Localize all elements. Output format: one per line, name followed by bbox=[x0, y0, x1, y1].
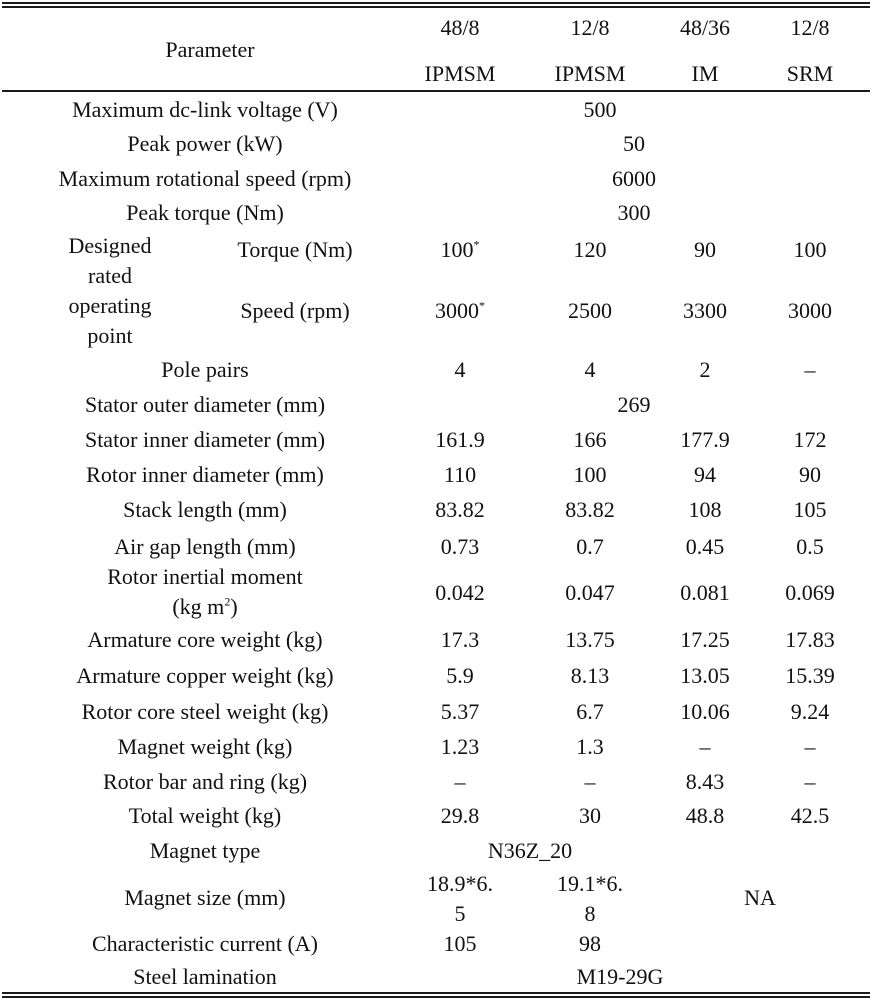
air-gap-col4: 0.5 bbox=[796, 534, 824, 559]
stator-outer-value: 269 bbox=[617, 392, 651, 417]
bottom-double-rule-a bbox=[2, 992, 870, 994]
header-col2-bot: IPMSM bbox=[554, 61, 626, 86]
inertia-col2: 0.047 bbox=[565, 580, 615, 605]
row-max-speed-label: Maximum rotational speed (rpm) bbox=[58, 166, 352, 191]
rotor-bar-ring-col3: 8.43 bbox=[685, 769, 725, 794]
rotor-core-steel-col4: 9.24 bbox=[790, 699, 830, 724]
rotor-bar-ring-label: Rotor bar and ring (kg) bbox=[102, 769, 308, 794]
magnet-size-col1-line2: 5 bbox=[454, 901, 466, 926]
rotor-core-steel-col1: 5.37 bbox=[440, 699, 480, 724]
torque-col1: 100* bbox=[440, 237, 480, 262]
char-current-col1: 105 bbox=[443, 931, 477, 956]
header-col1-bot: IPMSM bbox=[424, 61, 496, 86]
stack-length-col3: 108 bbox=[688, 497, 722, 522]
torque-col2: 120 bbox=[573, 237, 607, 262]
armature-copper-col1: 5.9 bbox=[446, 663, 474, 688]
stator-inner-col1: 161.9 bbox=[435, 427, 485, 452]
armature-copper-label: Armature copper weight (kg) bbox=[76, 663, 334, 688]
stator-inner-col4: 172 bbox=[793, 427, 827, 452]
rotor-core-steel-col2: 6.7 bbox=[576, 699, 604, 724]
inertia-col1: 0.042 bbox=[435, 580, 485, 605]
header-col4-bot: SRM bbox=[786, 61, 834, 86]
op-label-line2: rated bbox=[88, 263, 132, 288]
torque-col4: 100 bbox=[793, 237, 827, 262]
header-col4-top: 12/8 bbox=[790, 15, 830, 40]
total-weight-col2: 30 bbox=[579, 803, 601, 828]
row-peak-power-label: Peak power (kW) bbox=[127, 131, 283, 156]
air-gap-label: Air gap length (mm) bbox=[114, 534, 296, 559]
pole-pairs-col3: 2 bbox=[699, 357, 711, 382]
header-col3-top: 48/36 bbox=[679, 15, 731, 40]
inertia-label-line2: (kg $m^2$) bbox=[172, 594, 238, 619]
speed-col4: 3000 bbox=[788, 298, 832, 323]
magnet-size-col34: NA bbox=[744, 885, 776, 910]
magnet-weight-col3: – bbox=[699, 734, 711, 759]
row-max-speed-value: 6000 bbox=[612, 166, 656, 191]
magnet-size-col2-line2: 8 bbox=[584, 901, 596, 926]
pole-pairs-label: Pole pairs bbox=[161, 357, 249, 382]
armature-core-col3: 17.25 bbox=[680, 627, 730, 652]
armature-core-col1: 17.3 bbox=[440, 627, 480, 652]
armature-copper-col4: 15.39 bbox=[785, 663, 835, 688]
speed-col3: 3300 bbox=[683, 298, 727, 323]
rotor-inner-col4: 90 bbox=[799, 462, 821, 487]
armature-core-col2: 13.75 bbox=[565, 627, 615, 652]
rotor-inner-col2: 100 bbox=[573, 462, 607, 487]
header-col1-top: 48/8 bbox=[440, 15, 480, 40]
stator-inner-label: Stator inner diameter (mm) bbox=[84, 427, 326, 452]
magnet-weight-label: Magnet weight (kg) bbox=[117, 734, 293, 759]
torque-col3: 90 bbox=[694, 237, 716, 262]
magnet-size-col1-line1: 18.9*6. bbox=[427, 871, 493, 896]
total-weight-col4: 42.5 bbox=[790, 803, 830, 828]
armature-copper-col3: 13.05 bbox=[680, 663, 730, 688]
top-double-rule-b bbox=[2, 6, 870, 8]
magnet-size-label: Magnet size (mm) bbox=[124, 885, 286, 910]
stator-outer-label: Stator outer diameter (mm) bbox=[84, 392, 326, 417]
rotor-inner-col1: 110 bbox=[443, 462, 477, 487]
steel-lamination-value: M19-29G bbox=[576, 964, 664, 989]
inertia-col3: 0.081 bbox=[680, 580, 730, 605]
magnet-weight-col4: – bbox=[804, 734, 816, 759]
rotor-bar-ring-col2: – bbox=[584, 769, 596, 794]
header-col3-bot: IM bbox=[691, 61, 719, 86]
header-parameter: Parameter bbox=[165, 37, 255, 62]
rotor-core-steel-col3: 10.06 bbox=[680, 699, 730, 724]
magnet-weight-col2: 1.3 bbox=[576, 734, 604, 759]
armature-copper-col2: 8.13 bbox=[570, 663, 610, 688]
stack-length-col2: 83.82 bbox=[565, 497, 615, 522]
total-weight-label: Total weight (kg) bbox=[128, 803, 282, 828]
rotor-core-steel-label: Rotor core steel weight (kg) bbox=[81, 699, 329, 724]
armature-core-col4: 17.83 bbox=[785, 627, 835, 652]
stator-inner-col2: 166 bbox=[573, 427, 607, 452]
row-dc-link-label: Maximum dc-link voltage (V) bbox=[72, 97, 338, 122]
header-rule bbox=[2, 90, 870, 92]
magnet-type-label: Magnet type bbox=[149, 838, 261, 863]
magnet-size-col2-line1: 19.1*6. bbox=[557, 871, 623, 896]
inertia-label-line1: Rotor inertial moment bbox=[107, 564, 303, 589]
rotor-bar-ring-col1: – bbox=[454, 769, 466, 794]
stator-inner-col3: 177.9 bbox=[680, 427, 730, 452]
op-label-line3: operating bbox=[68, 293, 152, 318]
pole-pairs-col4: – bbox=[804, 357, 816, 382]
rotor-inner-col3: 94 bbox=[694, 462, 716, 487]
torque-label: Torque (Nm) bbox=[237, 237, 353, 262]
bottom-double-rule-b bbox=[2, 996, 870, 998]
speed-col1: 3000* bbox=[435, 298, 485, 323]
inertia-col4: 0.069 bbox=[785, 580, 835, 605]
op-label-line1: Designed bbox=[68, 233, 152, 258]
stack-length-col4: 105 bbox=[793, 497, 827, 522]
row-dc-link-value: 500 bbox=[583, 97, 617, 122]
air-gap-col3: 0.45 bbox=[685, 534, 725, 559]
char-current-col2: 98 bbox=[579, 931, 601, 956]
armature-core-label: Armature core weight (kg) bbox=[87, 627, 323, 652]
speed-label: Speed (rpm) bbox=[240, 298, 350, 323]
row-peak-power-value: 50 bbox=[623, 131, 645, 156]
magnet-weight-col1: 1.23 bbox=[440, 734, 480, 759]
row-peak-torque-label: Peak torque (Nm) bbox=[126, 200, 284, 225]
air-gap-col1: 0.73 bbox=[440, 534, 480, 559]
magnet-type-value: N36Z_20 bbox=[487, 838, 573, 863]
air-gap-col2: 0.7 bbox=[576, 534, 604, 559]
steel-lamination-label: Steel lamination bbox=[133, 964, 277, 989]
rotor-bar-ring-col4: – bbox=[804, 769, 816, 794]
char-current-label: Characteristic current (A) bbox=[92, 931, 318, 956]
op-label-line4: point bbox=[87, 323, 133, 348]
stack-length-label: Stack length (mm) bbox=[123, 497, 287, 522]
row-peak-torque-value: 300 bbox=[617, 200, 651, 225]
pole-pairs-col1: 4 bbox=[454, 357, 466, 382]
total-weight-col3: 48.8 bbox=[685, 803, 725, 828]
total-weight-col1: 29.8 bbox=[440, 803, 480, 828]
header-col2-top: 12/8 bbox=[570, 15, 610, 40]
stack-length-col1: 83.82 bbox=[435, 497, 485, 522]
rotor-inner-label: Rotor inner diameter (mm) bbox=[86, 462, 324, 487]
speed-col2: 2500 bbox=[568, 298, 612, 323]
pole-pairs-col2: 4 bbox=[584, 357, 596, 382]
top-double-rule-a bbox=[2, 2, 870, 4]
